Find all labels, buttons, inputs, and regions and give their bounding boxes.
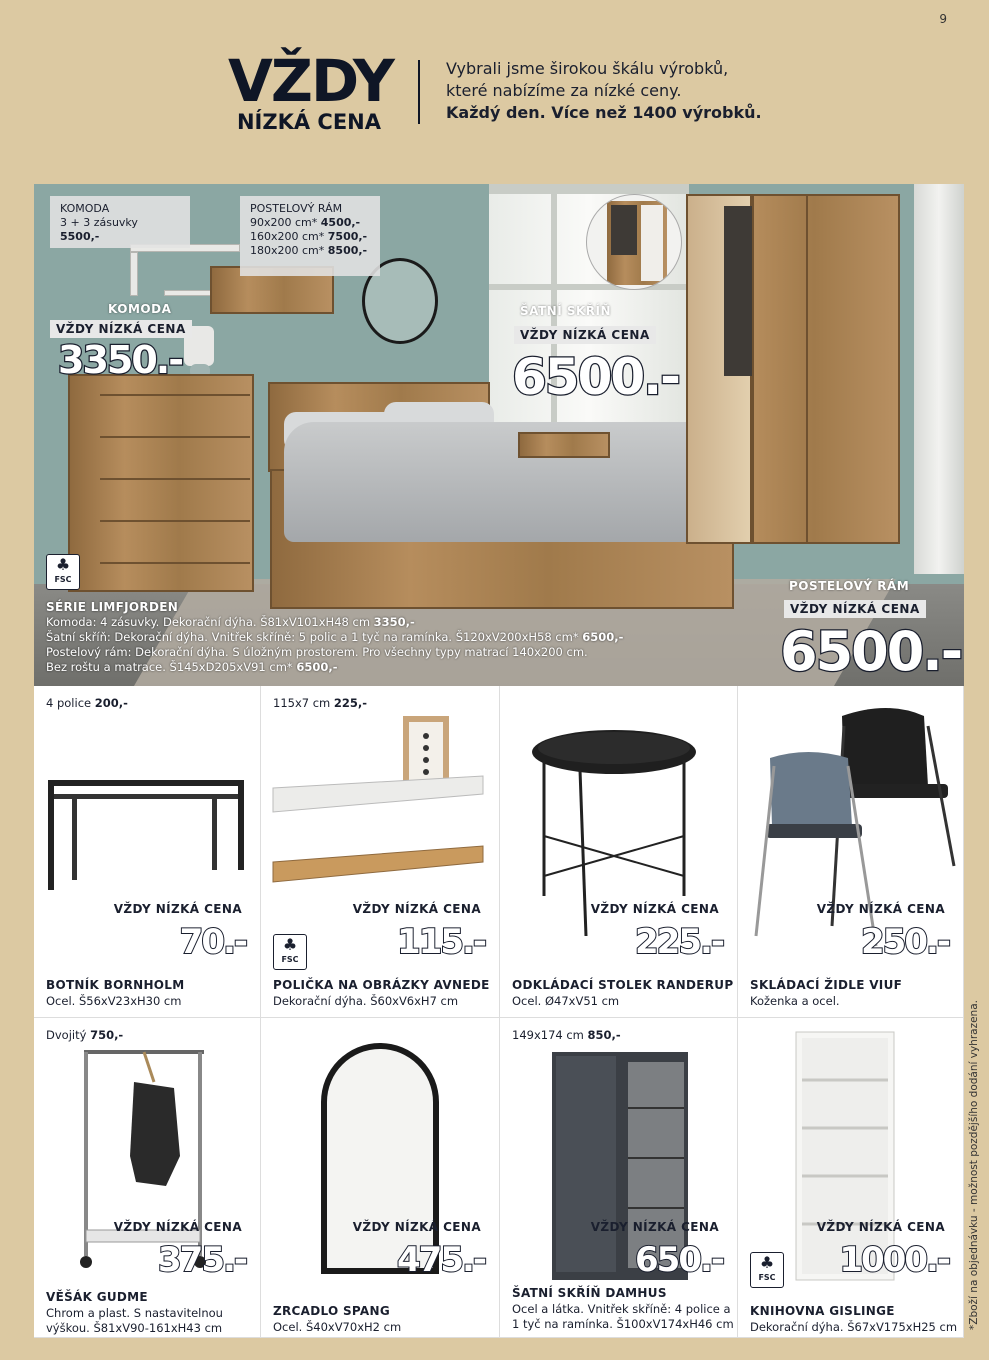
shoe-rack-image xyxy=(44,772,250,892)
komoda-info-box: KOMODA 3 + 3 zásuvky 5500,- xyxy=(50,196,190,248)
price: 375.- xyxy=(158,1240,246,1280)
product-grid xyxy=(34,686,964,1338)
price: 475.- xyxy=(397,1240,485,1280)
fsc-logo: ♣ FSC xyxy=(750,1252,784,1288)
brand-title xyxy=(228,47,393,134)
skrin-label: ŠATNÍ SKŘÍŇ xyxy=(520,304,612,318)
ram-tag: VŽDY NÍZKÁ CENA xyxy=(784,600,926,618)
page-number: 9 xyxy=(939,12,947,26)
header-line-3: Každý den. Více než 1400 výrobků. xyxy=(446,103,762,122)
folding-chairs-image xyxy=(748,696,958,956)
wardrobe xyxy=(686,194,900,544)
price: 70.- xyxy=(179,922,246,962)
duvet xyxy=(284,422,744,542)
komoda-label: KOMODA xyxy=(108,302,172,316)
ram-label: POSTELOVÝ RÁM xyxy=(789,579,910,593)
title-always: VŽDY xyxy=(228,47,393,115)
ram-price: 6500.- xyxy=(780,620,962,683)
product-name: POLIČKA NA OBRÁZKY AVNEDE xyxy=(273,978,490,992)
product-card: VŽDY NÍZKÁ CENA 225.- ODKLÁDACÍ STOLEK RANDERUP Ocel. Ø47xV51 cm xyxy=(500,686,738,1018)
tree-icon: ♣ xyxy=(759,1253,775,1272)
product-card: VŽDY NÍZKÁ CENA 1000.- ♣ FSC KNIHOVNA GISLINGE Dekorační dýha. Š67xV175xH25 cm xyxy=(738,1018,964,1338)
dresser xyxy=(68,374,254,592)
komoda-price: 3350.- xyxy=(58,338,182,382)
product-card: 4 police 200,- VŽDY NÍZKÁ CENA 70.- BOTNÍK BORNHOLM Ocel. Š56xV23xH30 cm xyxy=(34,686,261,1018)
komoda-tag: VŽDY NÍZKÁ CENA xyxy=(50,320,192,338)
header-line-2: které nabízíme za nízké ceny. xyxy=(446,81,682,100)
product-card: 149x174 cm 850,- VŽDY NÍZKÁ CENA 650.- ŠATNÍ SKŘÍŇ DAMHUS Ocel a látka. Vnitřek skříně: 4 police a 1 tyč na ramínka. Š100xV174xH46 cm xyxy=(500,1018,738,1338)
product-name: SKLÁDACÍ ŽIDLE VIUF xyxy=(750,978,903,992)
product-card: VŽDY NÍZKÁ CENA 250.- SKLÁDACÍ ŽIDLE VIUF Koženka a ocel. xyxy=(738,686,964,1018)
product-name: KNIHOVNA GISLINGE xyxy=(750,1304,895,1318)
product-name: BOTNÍK BORNHOLM xyxy=(46,978,185,992)
product-name: ZRCADLO SPANG xyxy=(273,1304,391,1318)
tree-icon: ♣ xyxy=(55,555,71,574)
product-card: 115x7 cm 225,- VŽDY NÍZKÁ CENA 115.- ♣ FSC POLIČKA NA OBRÁZKY AVNEDE Dekorační dýha. Š60xV6xH7 cm xyxy=(261,686,500,1018)
product-card: VŽDY NÍZKÁ CENA 475.- ZRCADLO SPANG Ocel. Š40xV70xH2 cm xyxy=(261,1018,500,1338)
price: 250.- xyxy=(861,922,949,962)
tree-icon: ♣ xyxy=(282,935,298,954)
nightstand xyxy=(518,432,610,458)
header-text xyxy=(446,58,762,124)
price: 650.- xyxy=(635,1240,723,1280)
picture-shelf-image xyxy=(269,712,489,902)
ram-info-box: POSTELOVÝ RÁM 90x200 cm* 4500,- 160x200 cm* 7500,- 180x200 cm* 8500,- xyxy=(240,196,380,276)
header-divider xyxy=(418,60,420,124)
product-name: ODKLÁDACÍ STOLEK RANDERUP xyxy=(512,978,734,992)
skrin-price: 6500.- xyxy=(512,348,679,406)
price: 1000.- xyxy=(839,1240,949,1280)
price: 115.- xyxy=(397,922,485,962)
product-name: ŠATNÍ SKŘÍŇ DAMHUS xyxy=(512,1286,667,1300)
price: 225.- xyxy=(635,922,723,962)
hero-bedroom-image xyxy=(34,184,964,686)
fsc-logo: ♣ FSC xyxy=(46,554,80,590)
wardrobe-interior-inset xyxy=(586,194,682,290)
skrin-tag: VŽDY NÍZKÁ CENA xyxy=(514,326,656,344)
header-line-1: Vybrali jsme širokou škálu výrobků, xyxy=(446,59,729,78)
product-card: Dvojitý 750,- VŽDY NÍZKÁ CENA 375.- VĚŠÁK GUDME Chrom a plast. S nastavitelnou výškou. Š81xV90-161xH43 cm xyxy=(34,1018,261,1338)
curtain xyxy=(914,184,964,574)
side-footnote: *Zboží na objednávku - možnost pozdějšího dodání vyhrazena. xyxy=(968,1000,980,1330)
product-name: VĚŠÁK GUDME xyxy=(46,1290,148,1304)
fsc-logo: ♣ FSC xyxy=(273,934,307,970)
series-description: SÉRIE LIMFJORDEN Komoda: 4 zásuvky. Dekorační dýha. Š81xV101xH48 cm 3350,- Šatní skříň: Dekorační dýha. Vnitřek skříně: 5 polic a 1 tyč na ramínka. Š120xV200xH58 cm* 6500,- Postelový rám: Dekorační dýha. S úložným prostorem. Pro všechny typy matrací 140x200 cm. Bez roštu a matrace. Š145xD205xV91 cm* 6500,- xyxy=(46,600,624,674)
title-low-price: NÍZKÁ CENA xyxy=(236,110,382,134)
